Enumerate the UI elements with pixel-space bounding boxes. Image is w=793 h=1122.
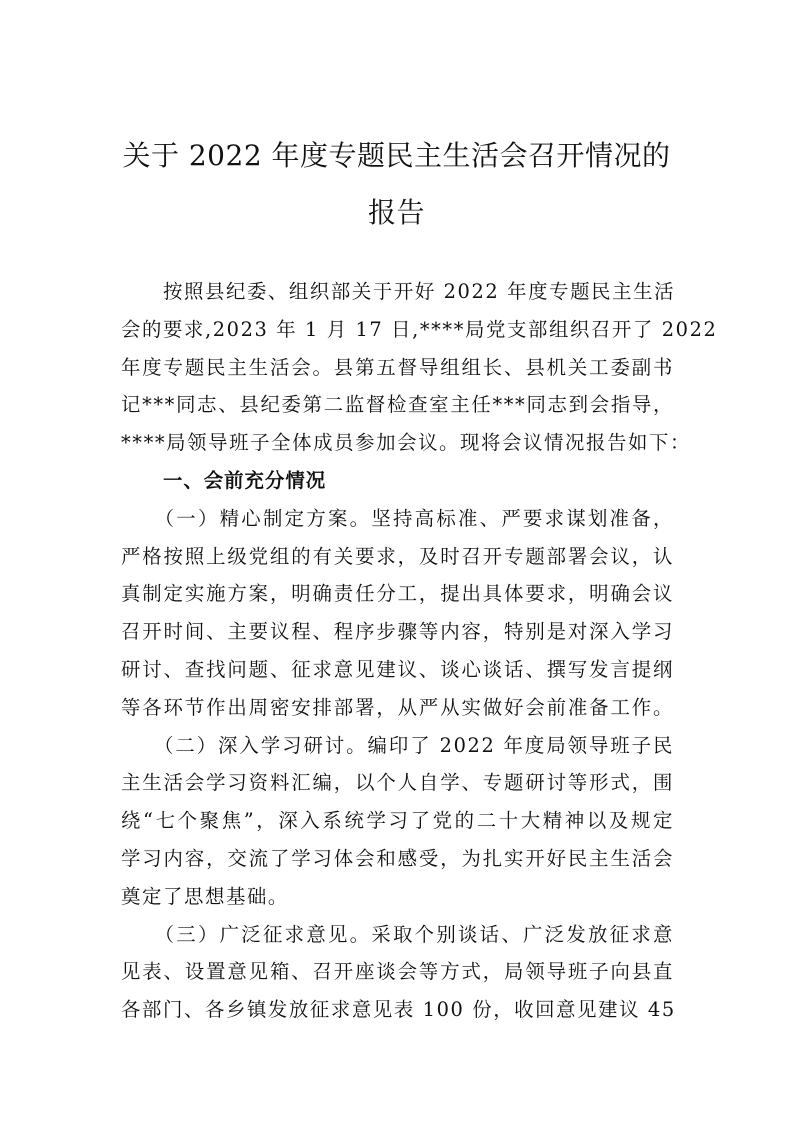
body-line: 记***同志、县纪委第二监督检查室主任***同志到会指导， bbox=[121, 393, 674, 417]
document-title-line-2: 报告 bbox=[367, 196, 425, 229]
body-line: 学习内容，交流了学习体会和感受，为扎实开好民主生活会 bbox=[121, 846, 674, 870]
body-line: 严格按照上级党组的有关要求，及时召开专题部署会议，认 bbox=[121, 544, 674, 568]
body-line: （三）广泛征求意见。采取个别谈话、广泛发放征求意 bbox=[121, 922, 674, 946]
body-line: 见表、设置意见箱、召开座谈会等方式，局领导班子向县直 bbox=[121, 960, 674, 984]
section-heading: 一、会前充分情况 bbox=[163, 468, 327, 492]
body-line: 会的要求,2023 年 1 月 17 日,****局党支部组织召开了 2022 bbox=[121, 317, 718, 341]
body-line: 真制定实施方案，明确责任分工，提出具体要求，明确会议 bbox=[121, 582, 674, 606]
document-body bbox=[121, 273, 718, 1029]
body-line: ****局领导班子全体成员参加会议。现将会议情况报告如下： bbox=[121, 431, 691, 455]
body-line: 年度专题民主生活会。县第五督导组组长、县机关工委副书 bbox=[121, 355, 674, 379]
body-line: （二）深入学习研讨。编印了 2022 年度局领导班子民 bbox=[121, 733, 674, 757]
body-line: 主生活会学习资料汇编，以个人自学、专题研讨等形式，围 bbox=[121, 771, 674, 795]
body-line: 按照县纪委、组织部关于开好 2022 年度专题民主生活 bbox=[121, 280, 676, 303]
body-line: 等各环节作出周密安排部署，从严从实做好会前准备工作。 bbox=[121, 695, 674, 719]
body-line: （一）精心制定方案。坚持高标准、严要求谋划准备， bbox=[121, 506, 674, 530]
body-line: 各部门、各乡镇发放征求意见表 100 份，收回意见建议 45 bbox=[121, 998, 676, 1022]
body-line: 研讨、查找问题、征求意见建议、谈心谈话、撰写发言提纲 bbox=[121, 657, 674, 681]
body-line: 召开时间、主要议程、程序步骤等内容，特别是对深入学习 bbox=[121, 620, 674, 644]
body-line: 绕“七个聚焦”，深入系统学习了党的二十大精神以及规定 bbox=[121, 809, 674, 833]
body-line: 奠定了思想基础。 bbox=[121, 884, 289, 908]
document-title-line-1: 关于 2022 年度专题民主生活会召开情况的 bbox=[122, 139, 671, 172]
